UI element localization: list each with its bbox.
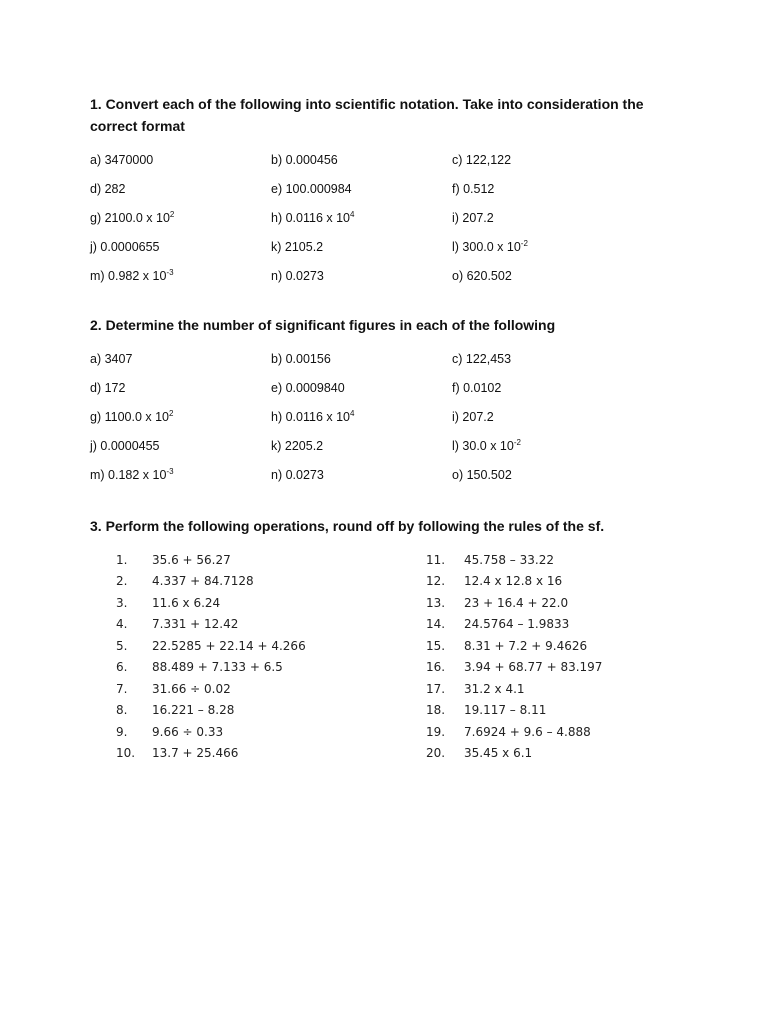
item-cell <box>452 410 652 424</box>
operation-item <box>116 700 426 722</box>
item-text: e) 0.0009840 <box>271 380 345 395</box>
operation-expression: 31.66 ÷ 0.02 <box>152 681 231 696</box>
item-row <box>90 174 690 203</box>
item-cell <box>271 381 452 395</box>
operation-expression: 19.117 – 8.11 <box>464 703 547 718</box>
item-text: a) 3470000 <box>90 152 154 167</box>
operation-item <box>426 571 686 593</box>
item-text: k) 2205.2 <box>271 438 324 453</box>
operation-number: 1. <box>116 552 128 567</box>
item-cell <box>90 240 271 254</box>
operation-number: 5. <box>116 638 128 653</box>
item-cell <box>452 182 652 196</box>
item-text: i) 207.2 <box>452 210 494 225</box>
item-text: d) 172 <box>90 380 126 395</box>
item-text: a) 3407 <box>90 351 133 366</box>
operations-list <box>90 549 690 764</box>
item-cell <box>452 153 652 167</box>
operation-item <box>116 571 426 593</box>
item-row <box>90 261 690 290</box>
item-row <box>90 373 690 402</box>
item-row <box>90 344 690 373</box>
item-text: n) 0.0273 <box>271 268 324 283</box>
section-3-heading: 3. Perform the following operations, round off by following the rules of the sf. <box>90 518 605 534</box>
item-exponent: -3 <box>166 267 174 277</box>
item-cell <box>90 211 271 225</box>
operation-number: 6. <box>116 660 128 675</box>
operation-number: 4. <box>116 617 128 632</box>
item-text: l) 30.0 x 10 <box>452 438 514 453</box>
operation-expression: 3.94 + 68.77 + 83.197 <box>464 660 603 675</box>
item-text: h) 0.0116 x 10 <box>271 409 350 424</box>
item-cell <box>452 439 652 453</box>
operation-item <box>116 549 426 571</box>
section-3 <box>90 515 690 764</box>
operation-expression: 7.331 + 12.42 <box>152 617 239 632</box>
item-cell <box>452 211 652 225</box>
operation-expression: 7.6924 + 9.6 – 4.888 <box>464 724 591 739</box>
item-text: g) 2100.0 x 10 <box>90 210 170 225</box>
operation-number: 3. <box>116 595 128 610</box>
operation-number: 18. <box>426 703 446 718</box>
item-cell <box>452 352 652 366</box>
operations-right-column <box>426 549 686 764</box>
operation-item <box>116 721 426 743</box>
item-text: m) 0.982 x 10 <box>90 268 167 283</box>
operation-expression: 45.758 – 33.22 <box>464 552 554 567</box>
item-cell <box>271 410 452 424</box>
operations-left-column <box>90 549 426 764</box>
item-text: o) 620.502 <box>452 268 512 283</box>
operation-expression: 9.66 ÷ 0.33 <box>152 724 224 739</box>
section-1-heading: 1. Convert each of the following into scientific notation. Take into consideration the correct format <box>90 96 644 134</box>
item-text: k) 2105.2 <box>271 239 324 254</box>
operation-item <box>116 635 426 657</box>
operation-item <box>426 700 686 722</box>
item-exponent: -2 <box>513 437 521 447</box>
item-cell <box>452 240 652 254</box>
item-exponent: -2 <box>520 238 528 248</box>
item-text: g) 1100.0 x 10 <box>90 409 169 424</box>
operation-expression: 24.5764 – 1.9833 <box>464 617 570 632</box>
operation-expression: 12.4 x 12.8 x 16 <box>464 574 563 589</box>
item-text: m) 0.182 x 10 <box>90 467 167 482</box>
operation-expression: 88.489 + 7.133 + 6.5 <box>152 660 283 675</box>
item-cell <box>271 211 452 225</box>
item-row <box>90 232 690 261</box>
operation-item <box>116 678 426 700</box>
item-text: i) 207.2 <box>452 409 494 424</box>
item-cell <box>90 410 271 424</box>
operation-number: 15. <box>426 638 446 653</box>
item-text: e) 100.000984 <box>271 181 352 196</box>
item-text: o) 150.502 <box>452 467 512 482</box>
section-2-heading: 2. Determine the number of significant figures in each of the following <box>90 317 556 333</box>
operation-number: 11. <box>426 552 446 567</box>
operation-number: 13. <box>426 595 446 610</box>
item-cell <box>90 439 271 453</box>
operation-number: 8. <box>116 703 128 718</box>
item-cell <box>271 439 452 453</box>
item-cell <box>90 153 271 167</box>
item-cell <box>271 182 452 196</box>
operation-number: 19. <box>426 724 446 739</box>
item-exponent: -3 <box>166 466 174 476</box>
operation-item <box>116 614 426 636</box>
operation-number: 14. <box>426 617 446 632</box>
item-text: f) 0.512 <box>452 181 495 196</box>
item-text: f) 0.0102 <box>452 380 502 395</box>
operation-number: 2. <box>116 574 128 589</box>
operation-number: 16. <box>426 660 446 675</box>
item-text: b) 0.000456 <box>271 152 338 167</box>
item-cell <box>271 240 452 254</box>
operation-expression: 23 + 16.4 + 22.0 <box>464 595 569 610</box>
item-cell <box>452 269 652 283</box>
section-1-grid <box>90 145 690 290</box>
operation-number: 17. <box>426 681 446 696</box>
operation-item <box>116 592 426 614</box>
item-cell <box>90 352 271 366</box>
item-exponent: 2 <box>169 408 174 418</box>
operation-expression: 16.221 – 8.28 <box>152 703 235 718</box>
operation-item <box>426 592 686 614</box>
worksheet <box>90 93 690 764</box>
operation-expression: 13.7 + 25.466 <box>152 746 239 761</box>
operation-expression: 31.2 x 4.1 <box>464 681 525 696</box>
item-cell <box>90 269 271 283</box>
item-cell <box>452 381 652 395</box>
item-text: c) 122,122 <box>452 152 512 167</box>
item-text: j) 0.0000455 <box>90 438 160 453</box>
item-row <box>90 203 690 232</box>
item-cell <box>271 153 452 167</box>
item-cell <box>271 468 452 482</box>
item-row <box>90 431 690 460</box>
item-cell <box>271 352 452 366</box>
operation-item <box>426 678 686 700</box>
operation-expression: 22.5285 + 22.14 + 4.266 <box>152 638 306 653</box>
item-text: l) 300.0 x 10 <box>452 239 521 254</box>
operation-item <box>426 657 686 679</box>
item-cell <box>452 468 652 482</box>
item-cell <box>271 269 452 283</box>
operation-number: 20. <box>426 746 446 761</box>
section-2 <box>90 314 690 489</box>
operation-expression: 4.337 + 84.7128 <box>152 574 254 589</box>
item-row <box>90 145 690 174</box>
item-text: d) 282 <box>90 181 126 196</box>
item-text: b) 0.00156 <box>271 351 331 366</box>
operation-item <box>426 721 686 743</box>
item-exponent: 2 <box>169 209 175 219</box>
operation-number: 9. <box>116 724 128 739</box>
operation-expression: 11.6 x 6.24 <box>152 595 221 610</box>
item-text: c) 122,453 <box>452 351 512 366</box>
item-cell <box>90 381 271 395</box>
operation-number: 12. <box>426 574 446 589</box>
operation-expression: 35.6 + 56.27 <box>152 552 231 567</box>
item-cell <box>90 182 271 196</box>
operation-number: 10. <box>116 746 136 761</box>
item-exponent: 4 <box>350 408 355 418</box>
operation-expression: 8.31 + 7.2 + 9.4626 <box>464 638 588 653</box>
item-exponent: 4 <box>350 209 355 219</box>
item-text: h) 0.0116 x 10 <box>271 210 350 225</box>
item-text: n) 0.0273 <box>271 467 324 482</box>
operation-item <box>116 743 426 765</box>
operation-item <box>426 743 686 765</box>
operation-number: 7. <box>116 681 128 696</box>
item-row <box>90 460 690 489</box>
item-text: j) 0.0000655 <box>90 239 160 254</box>
operation-item <box>426 614 686 636</box>
item-cell <box>90 468 271 482</box>
operation-item <box>426 635 686 657</box>
operation-item <box>116 657 426 679</box>
operation-expression: 35.45 x 6.1 <box>464 746 533 761</box>
operation-item <box>426 549 686 571</box>
section-1 <box>90 93 690 290</box>
item-row <box>90 402 690 431</box>
section-2-grid <box>90 344 690 489</box>
